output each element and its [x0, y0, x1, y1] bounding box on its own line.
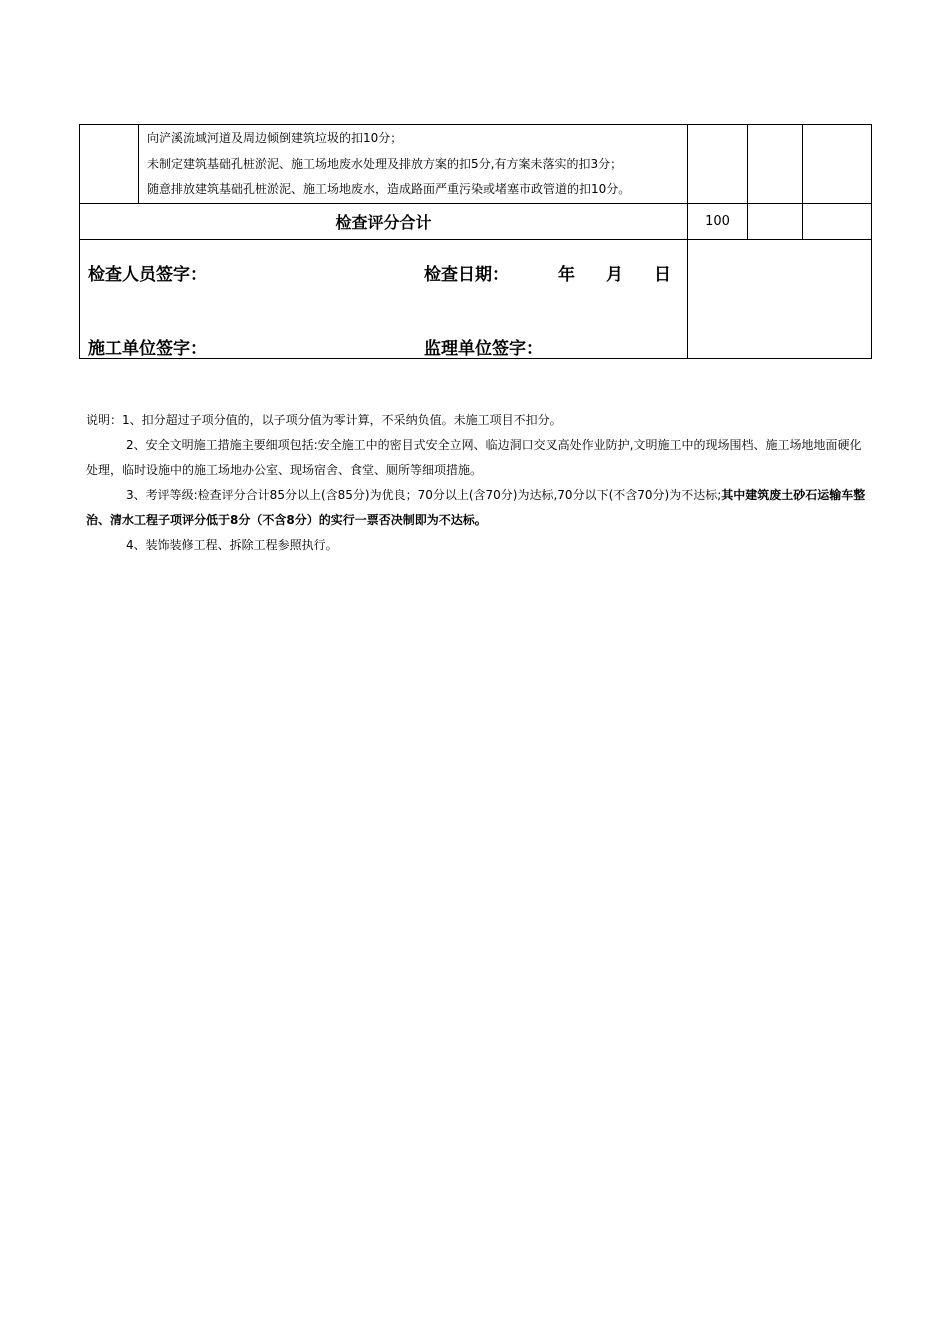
note-4: 4、装饰装修工程、拆除工程参照执行。: [126, 538, 338, 552]
score-cell: [688, 125, 748, 204]
total-deduct-cell: [748, 203, 803, 239]
deduction-item: 未制定建筑基础孔桩淤泥、施工场地废水处理及排放方案的扣5分,有方案未落实的扣3分；: [147, 156, 623, 171]
signature-area: [80, 239, 688, 358]
deduction-items-cell: [139, 125, 688, 204]
note-1: 说明：1、扣分超过子项分值的，以子项分值为零计算，不采纳负值。未施工项目不扣分。: [86, 413, 562, 427]
signature-blank-cell: [688, 239, 872, 358]
deduct-cell: [748, 125, 803, 204]
notes-section: [86, 408, 872, 558]
date-year-label: 年: [558, 264, 575, 285]
inspector-signature-label: 检查人员签字：: [88, 264, 207, 285]
total-row: [80, 203, 872, 239]
total-label: 检查评分合计: [80, 203, 688, 239]
deduction-item: 随意排放建筑基础孔桩淤泥、施工场地废水，造成路面严重污染或堵塞市政管道的扣10分。: [147, 182, 631, 196]
actual-cell: [803, 125, 872, 204]
deduction-item: 向浐溪流域河道及周边倾倒建筑垃圾的扣10分；: [147, 131, 403, 145]
supervisor-signature-label: 监理单位签字：: [424, 338, 543, 359]
date-day-label: 日: [654, 264, 671, 285]
contractor-signature-label: 施工单位签字：: [88, 338, 207, 359]
date-month-label: 月: [606, 264, 623, 285]
note-2: 2、安全文明施工措施主要细项包括:安全施工中的密目式安全立网、临边洞口交叉高处作业防护,文明施工中的现场围档、施工场地地面硬化处理，临时设施中的施工场地办公室、现场宿舍、食堂、厕所等细项措施。: [86, 438, 862, 477]
total-score: 100: [688, 203, 748, 239]
note-3-text: 3、考评等级:检查评分合计85分以上(含85分)为优良；70分以上(含70分)为达标,70分以下(不含70分)为不达标;: [126, 488, 722, 502]
signature-row: [80, 239, 872, 358]
category-cell: [80, 125, 139, 204]
total-actual-cell: [803, 203, 872, 239]
note-3-bold-text: 其中建筑废土砂石运输车整治、清水工程子项评分低于8分（不含8分）的实行一票否决制即为不达标。: [86, 488, 866, 527]
deduction-row: [80, 125, 872, 204]
note-3: [86, 483, 872, 533]
inspection-date-label: 检查日期：: [424, 264, 509, 285]
inspection-table: [79, 124, 872, 359]
